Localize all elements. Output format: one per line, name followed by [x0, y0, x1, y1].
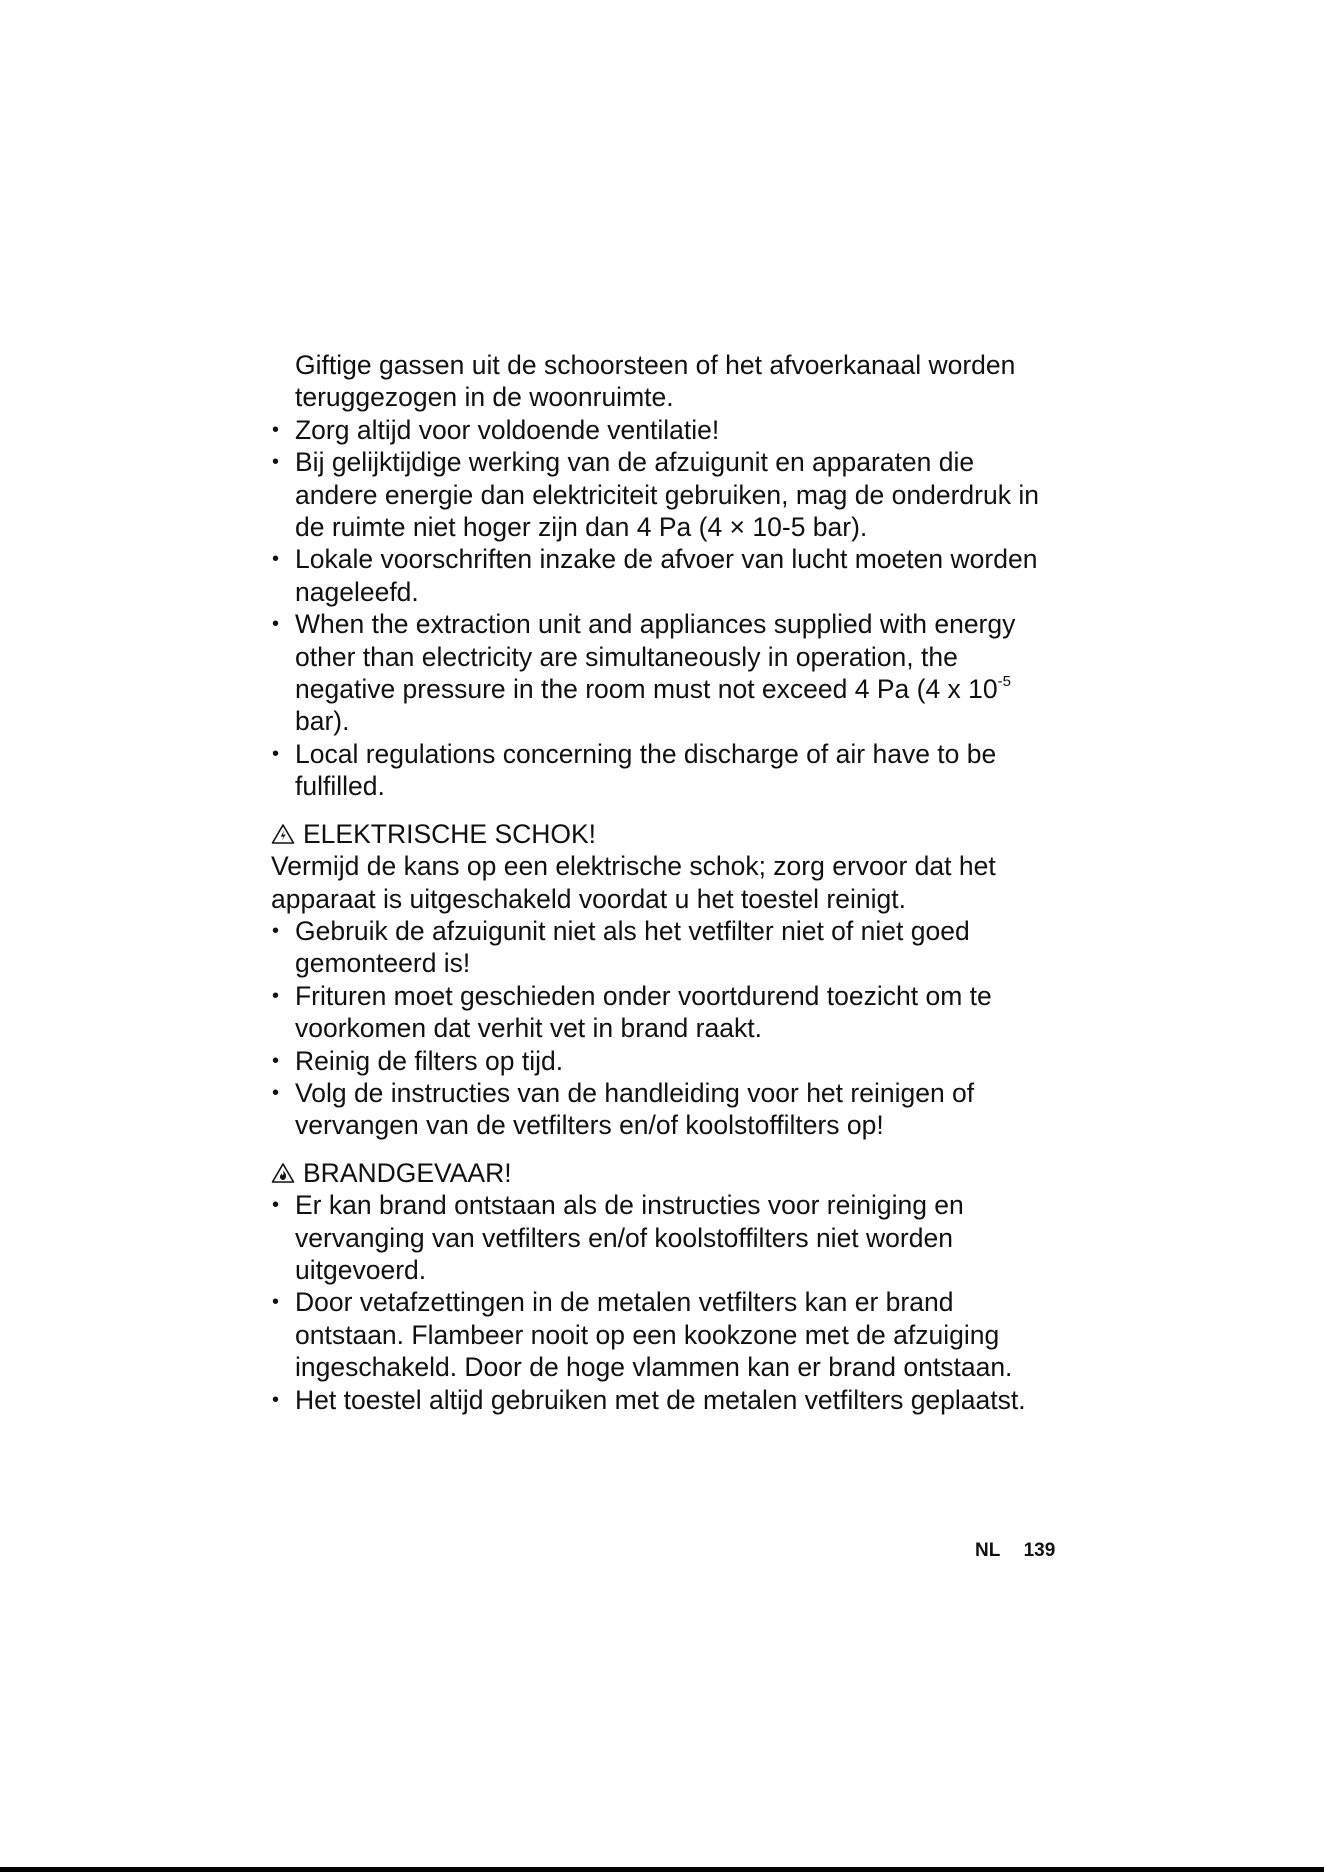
- list-item: [271, 1045, 1051, 1077]
- list-item: [271, 1384, 1051, 1416]
- list-item-text: Er kan brand ontstaan als de instructies voor reiniging en vervanging van vetfilters en/of koolstoffilters niet worden uitgevoerd.: [295, 1190, 964, 1285]
- intro-continuation: Giftige gassen uit de schoorsteen of het afvoerkanaal worden teruggezogen in de woonruimte.: [295, 350, 1016, 413]
- list-item: [271, 738, 1051, 803]
- fire-warning-triangle-icon: [271, 1162, 295, 1184]
- bullet: •: [272, 451, 280, 474]
- bullet: •: [272, 919, 280, 942]
- list-item: [271, 543, 1051, 608]
- section-heading-text: ELEKTRISCHE SCHOK!: [303, 818, 597, 849]
- list-item-text: [295, 609, 1015, 736]
- warning-triangle-icon: [271, 823, 295, 845]
- list-item-text: Volg de instructies van de handleiding voor het reinigen of vervangen van de vetfilters en/of koolstoffilters op!: [295, 1077, 975, 1141]
- list-item-text: Bij gelijktijdige werking van de afzuigunit en apparaten die andere energie dan elektriciteit gebruiken, mag de onderdruk in de ruimte niet hoger zijn dan 4 Pa (4 × 10-5 bar).: [295, 447, 1039, 543]
- exponent: -5: [997, 673, 1011, 691]
- bullet: •: [272, 613, 280, 636]
- section-heading: [271, 818, 1051, 850]
- list-item-text: Reinig de filters op tijd.: [295, 1045, 564, 1076]
- page-footer: [975, 1540, 1055, 1562]
- bullet: •: [272, 1049, 280, 1072]
- list-item-text: Zorg altijd voor voldoende ventilatie!: [295, 414, 720, 445]
- bullet: •: [272, 548, 280, 571]
- bottom-rule: [0, 1867, 1324, 1872]
- list-item-text: Lokale voorschriften inzake de afvoer van lucht moeten worden nageleefd.: [295, 544, 1038, 607]
- list-item: [271, 446, 1051, 543]
- list-item: [271, 1189, 1051, 1286]
- bullet: •: [272, 1291, 280, 1314]
- fire-hazard-list: [271, 1189, 1051, 1416]
- ventilation-list: [271, 414, 1051, 803]
- list-item-text: Local regulations concerning the discharge of air have to be fulfilled.: [295, 738, 997, 802]
- electric-shock-list: [271, 915, 1051, 1142]
- bullet: •: [272, 984, 280, 1007]
- list-item: [271, 980, 1051, 1045]
- list-item-text: Gebruik de afzuigunit niet als het vetfilter niet of niet goed gemonteerd is!: [295, 915, 970, 979]
- list-item-text: Door vetafzettingen in de metalen vetfilters kan er brand ontstaan. Flambeer nooit op een kookzone met de afzuiging ingeschakeld. Door de hoge vlammen kan er brand ontstaan.: [295, 1287, 1013, 1383]
- bullet: •: [272, 418, 280, 441]
- list-item: [271, 414, 1051, 446]
- bullet: •: [272, 1388, 280, 1411]
- document-body: [271, 349, 1051, 1416]
- list-item-text: Het toestel altijd gebruiken met de metalen vetfilters geplaatst.: [295, 1384, 1026, 1415]
- language-code: NL: [975, 1540, 1001, 1561]
- list-item: [271, 1286, 1051, 1383]
- fire-hazard-section: [271, 1157, 1051, 1416]
- electric-shock-section: [271, 818, 1051, 1142]
- list-item: [271, 915, 1051, 980]
- section-intro: Vermijd de kans op een elektrische schok; zorg ervoor dat het apparaat is uitgeschakeld voordat u het toestel reinigt.: [271, 851, 996, 914]
- bullet: •: [272, 742, 280, 765]
- bullet: •: [272, 1081, 280, 1104]
- bullet: •: [272, 1194, 280, 1217]
- page-number: 139: [1023, 1540, 1056, 1561]
- section-heading-text: BRANDGEVAAR!: [303, 1157, 512, 1188]
- section-heading: [271, 1157, 1051, 1189]
- list-item: [271, 1077, 1051, 1142]
- pressure-unit-text: bar).: [295, 706, 350, 737]
- list-item: [271, 608, 1051, 738]
- list-item-text: Frituren moet geschieden onder voortdurend toezicht om te voorkomen dat verhit vet in brand raakt.: [295, 980, 992, 1044]
- pressure-text: When the extraction unit and appliances supplied with energy other than electricity are simultaneously in operation, the negative pressure in the room must not exceed 4 Pa (4 x 10: [295, 609, 1016, 705]
